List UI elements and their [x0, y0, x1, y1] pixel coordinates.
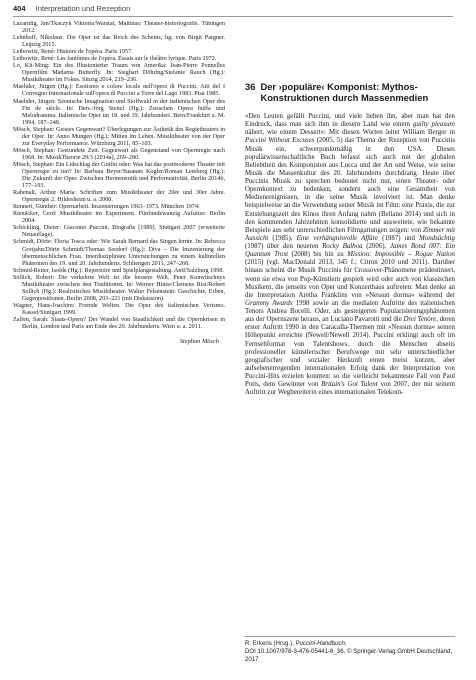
body-emphasis: Britain's Got Talent — [321, 381, 378, 389]
body-emphasis: Grammy Awards — [245, 299, 293, 307]
bibliography-entry: Mösch, Stephan: Ein Lidschlag der Gräfin oder: Was hat das postmoderne Theater mit Opernregie zu tun? In: Barbara Beyer/Susanne Kogler/Roman Lemberg (Hg.): Die Zukunft der Oper. Zwischen Hermeneutik und Performativität. Berlin 2014b, 177–193. — [13, 161, 225, 190]
bibliography-entry: Schickling, Dieter: Giacomo Puccini. Biografie [1989]. Stuttgart 2007 (erweiterte Neuauflage). — [13, 225, 225, 239]
bibliography-entry: Rabenalt, Arthur Maria: Schriften zum Musiktheater der 20er und 30er Jahre. Opernregie 2. Hildesheim u. a. 2000. — [13, 190, 225, 204]
chapter-title: Der ›populäre‹ Komponist: Mythos-Konstruktionen durch Massenmedien — [260, 81, 429, 103]
bibliography-column — [13, 21, 225, 671]
bibliography-list — [13, 21, 225, 331]
footer-doi: DOI 10.1007/978-3-476-05441-8_36, © Springer-Verlag GmbH Deutschland, 2017 — [245, 648, 453, 663]
body-emphasis: guilty pleasure — [412, 121, 455, 129]
bibliography-entry: Leibowitz, René: Histoire de l'opéra. Paris 1957. — [13, 49, 133, 56]
body-emphasis: Zimmer mit Aussicht — [245, 226, 455, 242]
footer-punctuation: , — [344, 640, 347, 647]
body-text: von 2007, der mit seinem Auftritt zur Wegbereiterin eines internationalen Telekom- — [245, 381, 455, 397]
footer-citation — [245, 640, 455, 648]
bibliography-entry: Mösch, Stephan: Gestundete Zeit. Gegenwart als Gegenstand von Opernregie nach 1968. In: MusikTheorie 29/3 (2014a), 269–280. — [13, 147, 225, 161]
running-title: Interpretation und Rezeption — [35, 4, 131, 13]
bibliography-entry: Wagner, Hans-Joachim: Fremde Welten. Die Oper des italienischen Verismo. Kassel/Stuttgart 1999. — [13, 302, 225, 316]
body-emphasis: Puccini Without Excuses — [245, 137, 315, 145]
chapter-footer — [245, 640, 455, 664]
page-number: 404 — [13, 4, 26, 13]
bibliography-entry: Rienäcker, Gerd: Musiktheater im Experiment. Fünfundzwanzig Aufsätze. Berlin 2004. — [13, 211, 225, 225]
bibliography-entry: Söllich, Robert: Die verkehrte Welt ist die bessere Welt. Peter Konwitschnys Musiktheater zwischen den Traditionen. In: Werner Hinze/Clemens Risi/Robert Sollich (Hg.): Realistisches Musiktheater. Walter Felsenstein: Geschichte, Erben, Gegenpositionen. Berlin 2008, 203–221 (mit Diskussion). — [13, 274, 225, 302]
chapter-column — [245, 81, 455, 621]
body-text: (2015) (vgl. MacDonald 2013, 345 f.; Citron 2010 und 2011). Darüber hinaus scheint die Musik Puccinis für Crossover-Phänomene prädestiniert, wenn sie etwa von Pop-Künstlern gespielt wird oder auch von klassischen Musikern, die jenseits von Oper und Konzerthaus auftreten: Man denke an die Interpretation Aretha Franklins von »Nessun dorma« während der — [245, 259, 455, 299]
bibliography-entry: Maehder, Jürgen: Szenische Imagination und Stoffwahl in der italienischen Oper des Fin de siècle. In: Ders./Jörg Stenzl (Hg.): Zwischen Opera buffa und Melodramma. Italienische Oper im 18. und 19. Jahrhundert. Bern/Frankfurt a. M. 1994, 187–248. — [13, 98, 225, 126]
body-text: (2005, 5) das Thema der Rezeption von Puccinis Musik ein, schwerpunktmäßig in den USA. Dieses populärwissenschaftliche Buch befasst sich auch mit der globalen Beliebtheit des Komponisten aus Lucca und der Art und Weise, wie seine Musik die Massenkultur des 20. Jahrhunderts durchdrang. Heute über Puccinis Musik zu sprechen bedeutet nicht nur, einen Theater- oder Opernkontext zu bedenken, sondern auch eine Gesamtheit von Medienereignissen, in die seine Musik involviert ist. Man denke beispielweise an die Verwendung seiner Musik im Film: eine Praxis, die zur Entstehungszeit des Kinos ihren Anfang nahm (Bellano 2014) und sich in den kommenden Jahrzehnten konsolidierte und ausweitete, wie bekannte Beispiele aus sehr unterschiedlichen Filmgattungen zeigen: von — [245, 137, 455, 234]
body-emphasis: Drei Tenöre — [403, 316, 437, 324]
author-signature: Stephan Mösch — [179, 338, 219, 346]
header-rule — [13, 16, 453, 17]
footer-rule — [245, 636, 455, 637]
chapter-number: 36 — [245, 81, 256, 92]
body-text: , deren erster Auftritt 1990 in den Caracalla-Thermen mit »Nessun dorma« seinen Höhepunkt erreichte (Newell/Newell 2014). Puccini erklingt auch oft im Fernsehformat von Talentshows, durch die Menschen abseits professioneller künstlerischer Berufswege mit sehr unterschiedlicher geografischer und sozialer Herkunft einen meist kurzen, aber aufsehenerregenden internationalen Erfolg dank der Interpretation von Puccini-Hits erzielen konnten: so die vielleicht bekannteste Fall von Paul Potts, dem Gewinner von — [245, 316, 455, 389]
body-text: (2008) bis hin zu — [288, 251, 348, 259]
bibliography-entry: Schmidt, Dörte: Floria Tosca oder: Wie Sarah Bernard das Singen lernte. In: Rebecca Grotjahn/Dörte Schmidt/Thomas Seedorf (Hg.): Diva – Die Inszenierung der übermenschlichen Frau. Interdisziplinäre Untersuchungen zu einem kulturellen Phänomen des 19. und 20. Jahrhunderts. Schliengen 2011, 247–268. — [13, 239, 225, 267]
bibliography-entry: Leibowitz, René: Les fantômes de l'opéra. Essais sur le théâtre lyrique. Paris 1972. — [13, 56, 217, 63]
body-text: (1987) und — [378, 234, 420, 242]
bibliography-entry: Lo, Kii-Ming: Ein des Illusionierter Traum von Amerika: Jean-Pierre Ponnelles Opernfilm Madama Butterfly. In: Sieghart Döhring/Stefanie Rauch (Hg.): Musiktheater im Fokus. Sinzig 2014, 219–236. — [13, 63, 225, 84]
body-emphasis: Mondsüchtig — [419, 234, 455, 242]
bibliography-entry: Lazaridig, Jan/Tkaczyk Viktoria/Warstat, Matthias: Theater-historiografie. Tübingen 2012. — [13, 21, 225, 35]
body-text: 1998 sowie an die medialen Auftritte des italienischen Tenors Andrea Bocelli. Oder, als gesteigertes Popularisierungsphänomen aus der Opernszene heraus, an Luciano Pavarotti und die — [245, 299, 455, 324]
body-text: (1985), — [268, 234, 297, 242]
body-text: »Den Leuten gefällt Puccini, und viele lieben ihn, aber man hat den Eindruck, dass man sich ihm in diesem Land wie einem — [245, 113, 455, 129]
body-paragraph — [245, 113, 455, 397]
body-text: (2006), — [362, 243, 390, 250]
bibliography-entry: Schmid-Reiter, Isolde (Hg.): Repertoire und Spielplangestaltung. Anif/Salzburg 1998. — [13, 267, 224, 274]
chapter-heading — [245, 81, 455, 103]
body-text: nähert, wie einem Dessert«: Mit diesen Worten leitet William Berger in — [245, 129, 455, 137]
bibliography-entry: Maehder, Jürgen (Hg.): Esotismo e colore locale nell'opera di Puccini. Atti del I Convegno Internazionale sull'opera di Puccini a Torre del Lago 1983. Pisa 1985. — [13, 84, 225, 98]
body-emphasis: Mission: Impossible – Rogue Nation — [347, 251, 455, 259]
bibliography-entry: Rennert, Günther: Opernarbeit. Inszenierungen 1963–1973. München 1974. — [13, 204, 200, 211]
bibliography-entry: Lehnhoff, Nikolaus: Die Oper ist das Reich des Scheins, hg. von Birgit Pargner. Leipzig 2015. — [13, 35, 225, 49]
bibliography-entry: Zalfen, Sarah: Staats-Opern? Der Wandel von Staatlichkeit und die Opernkrisen in Berlin, London und Paris am Ende des 20. Jahrhunderts. Wien u. a. 2011. — [13, 316, 225, 331]
body-emphasis: James Bond 007: Ein Quantum Trost — [245, 243, 455, 259]
chapter-body — [245, 113, 455, 397]
body-emphasis: Rocky Balboa — [322, 243, 363, 250]
body-emphasis: Eine verhängnisvolle Affäre — [296, 234, 379, 242]
body-text: (1987) über den neueren — [245, 243, 323, 250]
bibliography-entry: Mösch, Stephan: Geistes Gegenwart? Überlegungen zur Ästhetik des Regietheaters in der Oper. In: Anno Mungen (Hg.): Mitten im Leben. Musiktheater von der Oper zur Everyday Performance. Würzburg 2011, 85–103. — [13, 126, 225, 147]
footer-editor: R. Erkens (Hrsg.), — [245, 640, 296, 647]
footer-book-title: Puccini-Handbuch — [295, 640, 345, 647]
